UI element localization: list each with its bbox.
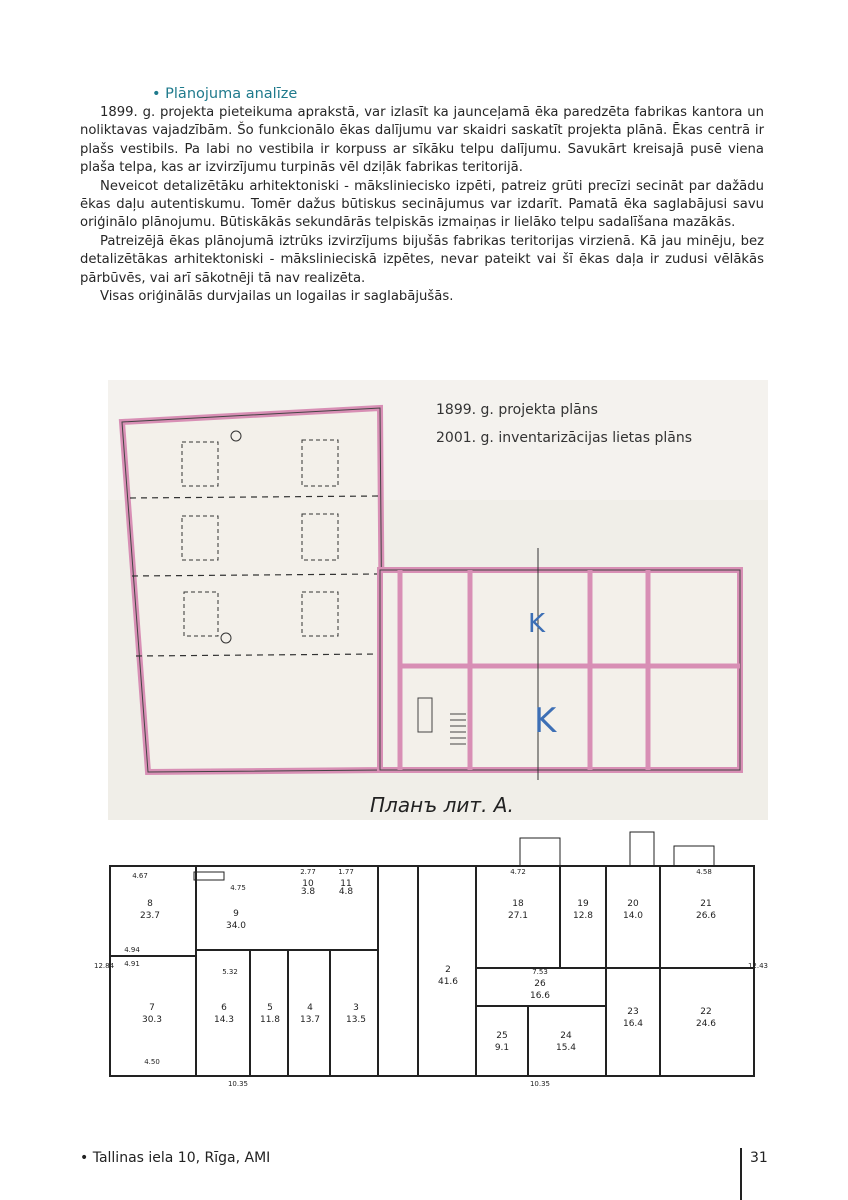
room-no-2: 2 bbox=[445, 965, 451, 975]
room-no-4: 4 bbox=[307, 1003, 313, 1013]
room-no-26: 26 bbox=[534, 979, 546, 989]
room-no-7: 7 bbox=[149, 1003, 155, 1013]
room-no-22: 22 bbox=[700, 1007, 712, 1017]
dim-label: 1.77 bbox=[338, 868, 354, 876]
room-no-20: 20 bbox=[627, 899, 639, 909]
room-area-5: 11.8 bbox=[259, 1015, 281, 1025]
room-area-9: 34.0 bbox=[225, 921, 247, 931]
room-no-24: 24 bbox=[560, 1031, 572, 1041]
room-area-24: 15.4 bbox=[555, 1043, 577, 1053]
room-mark-lower: K bbox=[534, 701, 557, 741]
plan-2001-image bbox=[93, 828, 769, 1098]
dim-label: 4.58 bbox=[696, 868, 712, 876]
section-heading: • Plānojuma analīze bbox=[152, 86, 298, 102]
paragraph-4: Visas oriģinālās durvjailas un logailas ir saglabājušās. bbox=[100, 289, 454, 305]
room-area-11: 4.8 bbox=[338, 887, 354, 897]
dim-label: 10.35 bbox=[529, 1080, 551, 1088]
room-area-3: 13.5 bbox=[345, 1015, 367, 1025]
room-no-18: 18 bbox=[512, 899, 524, 909]
room-area-2: 41.6 bbox=[437, 977, 459, 987]
dim-label: 4.67 bbox=[132, 872, 148, 880]
room-area-20: 14.0 bbox=[622, 911, 644, 921]
body-text bbox=[80, 104, 764, 306]
dim-label: 10.35 bbox=[227, 1080, 249, 1088]
page-number: 31 bbox=[750, 1150, 768, 1166]
room-no-11: 11 bbox=[340, 879, 352, 889]
room-no-21: 21 bbox=[700, 899, 712, 909]
dim-label: 2.77 bbox=[300, 868, 316, 876]
paragraph-3: Patreizējā ēkas plānojumā iztrūks izvirzījums bijušās fabrikas teritorijas virzienā. Kā jau minēju, bez detalizētākas arhitektoniski - mākslinieciskā izpētes, nevar pateikt vai šī ēkas daļa ir zudusi vēlākās pārbūvēs, vai arī sākotnēji tā nav realizēta. bbox=[80, 233, 764, 286]
dim-label: 4.75 bbox=[230, 884, 246, 892]
dim-label: 4.91 bbox=[124, 960, 140, 968]
footer-location: • Tallinas iela 10, Rīga, AMI bbox=[80, 1150, 271, 1166]
room-area-4: 13.7 bbox=[299, 1015, 321, 1025]
dim-label: 4.72 bbox=[510, 868, 526, 876]
room-area-8: 23.7 bbox=[139, 911, 161, 921]
room-area-18: 27.1 bbox=[507, 911, 529, 921]
room-no-19: 19 bbox=[577, 899, 589, 909]
room-no-6: 6 bbox=[221, 1003, 227, 1013]
legend-item-1899: 1899. g. projekta plāns bbox=[436, 402, 598, 418]
footer-divider bbox=[740, 1148, 742, 1200]
plan-caption: Планъ лит. А. bbox=[370, 793, 514, 817]
paragraph-1: 1899. g. projekta pieteikuma aprakstā, var izlasīt ka jaunceļamā ēka paredzēta fabrikas kantora un noliktavas vajadzībām. Šo funkcionālo ēkas dalījumu var skaidri saskatīt projekta plānā. Ēkas centrā ir plašs vestibils. Pa labi no vestibila ir korpuss ar sīkāku telpu dalījumu. Savukārt kreisajā pusē viena plaša telpa, kas ar izvirzījumu turpinās vēl dziļāk fabrikas teritorijā. bbox=[80, 105, 764, 176]
room-no-3: 3 bbox=[353, 1003, 359, 1013]
room-area-23: 16.4 bbox=[622, 1019, 644, 1029]
room-area-21: 26.6 bbox=[695, 911, 717, 921]
paragraph-2: Neveicot detalizētāku arhitektoniski - mākslinieciskо izpēti, patreiz grūti precīzi secināt par dažādu ēkas daļu autentiskumu. Tomēr dažus būtiskus secinājumus var izdarīt. Pamatā ēka saglabājusi savu oriģinālo plānojumu. Būtiskākās sekundārās telpiskās izmaiņas ir lielāko telpu sadalīšana mazākās. bbox=[80, 178, 764, 231]
room-area-7: 30.3 bbox=[141, 1015, 163, 1025]
room-no-10: 10 bbox=[302, 879, 314, 889]
room-area-10: 3.8 bbox=[300, 887, 316, 897]
room-no-8: 8 bbox=[147, 899, 153, 909]
room-area-26: 16.6 bbox=[529, 991, 551, 1001]
room-no-5: 5 bbox=[267, 1003, 273, 1013]
room-no-9: 9 bbox=[233, 909, 239, 919]
dim-label: 12.84 bbox=[93, 962, 115, 970]
room-area-19: 12.8 bbox=[572, 911, 594, 921]
room-mark-upper: K bbox=[528, 609, 546, 639]
dim-label: 12.43 bbox=[747, 962, 769, 970]
dim-label: 4.94 bbox=[124, 946, 140, 954]
dim-label: 5.32 bbox=[222, 968, 238, 976]
plan-2001-drawing bbox=[93, 828, 769, 1098]
room-area-22: 24.6 bbox=[695, 1019, 717, 1029]
legend-item-2001: 2001. g. inventarizācijas lietas plāns bbox=[436, 430, 693, 446]
dim-label: 4.50 bbox=[144, 1058, 160, 1066]
room-no-23: 23 bbox=[627, 1007, 639, 1017]
room-no-25: 25 bbox=[496, 1031, 508, 1041]
room-area-6: 14.3 bbox=[213, 1015, 235, 1025]
dim-label: 7.53 bbox=[532, 968, 548, 976]
figure-legend bbox=[436, 396, 692, 452]
room-area-25: 9.1 bbox=[494, 1043, 510, 1053]
